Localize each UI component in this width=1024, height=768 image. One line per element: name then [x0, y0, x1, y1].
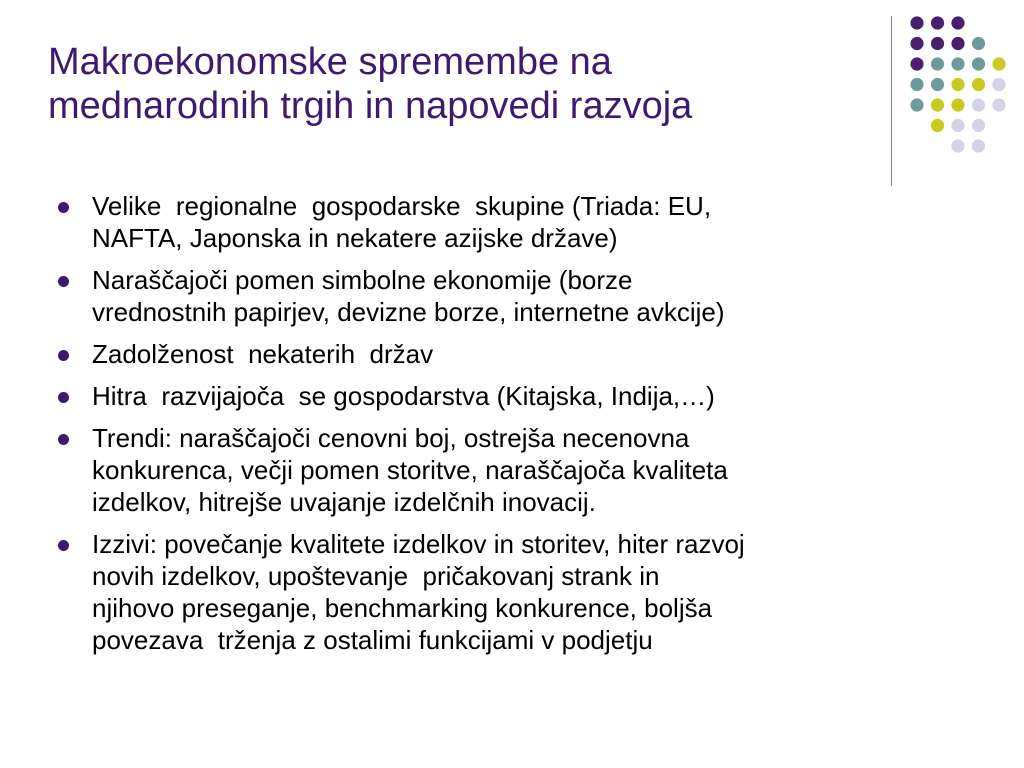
decorative-dot: [931, 57, 944, 70]
decorative-dot: [992, 98, 1005, 111]
decorative-dot: [951, 139, 964, 152]
decorative-dot: [972, 37, 985, 50]
decorative-dot: [992, 57, 1005, 70]
decorative-dot: [972, 57, 985, 70]
decorative-dot: [951, 57, 964, 70]
decorative-dot: [931, 16, 944, 29]
bullet-dot-icon: [58, 350, 69, 361]
bullet-text-line: njihovo preseganje, benchmarking konkurence, boljša: [92, 593, 713, 623]
bullet-item: [58, 264, 978, 328]
decorative-dot: [972, 139, 985, 152]
decorative-dot: [951, 119, 964, 132]
bullet-text-line: izdelkov, hitrejše uvajanje izdelčnih inovacij.: [92, 487, 596, 517]
bullet-list: [58, 190, 978, 666]
bullet-item: [58, 422, 978, 518]
bullet-text-line: povezava trženja z ostalimi funkcijami v podjetju: [92, 625, 653, 655]
decorative-dot: [910, 98, 923, 111]
bullet-text-line: konkurenca, večji pomen storitve, naraščajoča kvaliteta: [92, 455, 728, 485]
bullet-text-line: NAFTA, Japonska in nekatere azijske države): [92, 223, 618, 253]
bullet-dot-icon: [58, 202, 69, 213]
bullet-text-line: Naraščajoči pomen simbolne ekonomije (borze: [92, 265, 633, 295]
bullet-dot-icon: [58, 434, 69, 445]
bullet-item: [58, 338, 978, 370]
bullet-text-line: Zadolženost nekaterih držav: [92, 339, 434, 369]
decorative-dot: [931, 37, 944, 50]
decorative-dot: [910, 37, 923, 50]
decorative-dot-grid: [0, 0, 1024, 200]
bullet-item: [58, 380, 978, 412]
decorative-dot: [951, 16, 964, 29]
bullet-text-line: vrednostnih papirjev, devizne borze, internetne avkcije): [92, 297, 725, 327]
decorative-dot: [910, 16, 923, 29]
bullet-dot-icon: [58, 276, 69, 287]
decorative-dot: [972, 98, 985, 111]
decorative-dot: [972, 78, 985, 91]
decorative-dot: [931, 78, 944, 91]
decorative-dot: [951, 98, 964, 111]
decorative-dot: [972, 119, 985, 132]
bullet-text-line: Velike regionalne gospodarske skupine (Triada: EU,: [92, 191, 712, 221]
slide-title-line: Makroekonomske spremembe na: [48, 41, 612, 83]
bullet-text-line: Trendi: naraščajoči cenovni boj, ostrejša necenovna: [92, 423, 690, 453]
bullet-item: [58, 528, 978, 656]
decorative-dot: [951, 78, 964, 91]
decorative-dot: [910, 78, 923, 91]
decorative-dot: [951, 37, 964, 50]
decorative-dot: [931, 119, 944, 132]
bullet-dot-icon: [58, 540, 69, 551]
bullet-text-line: Hitra razvijajoča se gospodarstva (Kitajska, Indija,…): [92, 381, 715, 411]
bullet-item: [58, 190, 978, 254]
bullet-text-line: Izzivi: povečanje kvalitete izdelkov in storitev, hiter razvoj: [92, 529, 745, 559]
bullet-text-line: novih izdelkov, upoštevanje pričakovanj strank in: [92, 561, 660, 591]
decorative-dot: [910, 57, 923, 70]
slide-title-line: mednarodnih trgih in napovedi razvoja: [48, 85, 693, 127]
decorative-dot: [992, 78, 1005, 91]
bullet-dot-icon: [58, 392, 69, 403]
decorative-dot: [931, 98, 944, 111]
